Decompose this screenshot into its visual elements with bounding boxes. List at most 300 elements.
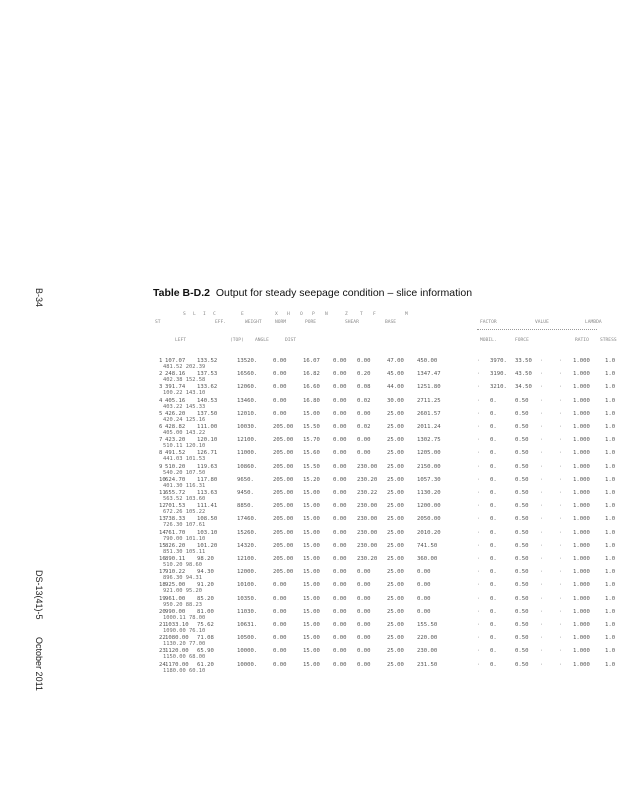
header-label: LAMBDA [585, 320, 602, 325]
cell-i: 2601.57 [417, 410, 441, 417]
table-row [155, 582, 618, 596]
table-row [155, 635, 618, 649]
table-row [155, 398, 618, 412]
cell-id: 23 [159, 648, 166, 655]
table-row [155, 384, 618, 398]
separator-dot: · [559, 622, 563, 628]
cell-b: 94.30 [197, 569, 214, 576]
cell-g: 0.00 [357, 595, 371, 602]
cell-i: 2011.24 [417, 424, 441, 430]
separator-dot: · [559, 542, 563, 549]
header-letter: E [241, 312, 244, 317]
cell-c: 11000. [237, 450, 258, 457]
cell-coordinates: 510.11 120.10 [163, 443, 206, 450]
separator-dot: · [477, 424, 481, 430]
header-label: SHEAR [345, 320, 359, 325]
cell-a: 428.82 [165, 424, 186, 430]
cell-e: 15.50 [303, 463, 320, 470]
separator-dot: · [559, 503, 563, 510]
cell-m: 1.000 [573, 371, 590, 378]
cell-c: 10000. [237, 648, 258, 655]
cell-c: 8850. [237, 503, 254, 510]
cell-m: 1.000 [573, 516, 590, 523]
cell-d: 0.00 [273, 595, 287, 602]
cell-h: 25.00 [387, 424, 404, 430]
cell-n: 1.0 [605, 542, 616, 549]
cell-k: 0.50 [515, 648, 529, 655]
cell-a: 1033.10 [165, 622, 189, 628]
cell-i: 1205.00 [417, 450, 441, 457]
cell-j: 0. [490, 608, 497, 615]
cell-h: 25.00 [387, 635, 404, 642]
cell-id: 5 [159, 410, 163, 417]
cell-m: 1.000 [573, 437, 590, 444]
cell-h: 25.00 [387, 542, 404, 549]
cell-j: 0. [490, 490, 497, 496]
cell-n: 1.0 [605, 608, 616, 615]
cell-c: 9450. [237, 490, 254, 496]
cell-id: 24 [159, 661, 166, 668]
cell-id: 1 [159, 358, 163, 364]
separator-dot: · [477, 503, 481, 510]
cell-b: 101.20 [197, 542, 218, 549]
cell-f: 0.00 [333, 516, 347, 523]
cell-e: 15.00 [303, 608, 320, 615]
cell-h: 25.00 [387, 556, 404, 562]
cell-n: 1.0 [605, 516, 616, 523]
table-row [155, 450, 618, 464]
cell-k: 33.50 [515, 358, 532, 364]
cell-j: 0. [490, 476, 497, 483]
cell-k: 0.50 [515, 529, 529, 536]
cell-coordinates: 405.00 143.22 [163, 430, 206, 436]
cell-e: 15.00 [303, 635, 320, 642]
cell-h: 25.00 [387, 490, 404, 496]
cell-n: 1.0 [605, 503, 616, 510]
cell-a: 491.52 [165, 450, 186, 457]
table-title: Output for steady seepage condition – slice information [215, 287, 473, 299]
separator-dot: · [540, 556, 544, 562]
separator-dot: · [540, 410, 544, 417]
cell-k: 0.50 [515, 622, 529, 628]
cell-n: 1.0 [605, 397, 616, 404]
separator-dot: · [477, 569, 481, 576]
cell-i: 1057.30 [417, 476, 441, 483]
cell-i: 1200.00 [417, 503, 441, 510]
cell-g: 230.20 [357, 556, 378, 562]
cell-coordinates: 790.00 101.10 [163, 535, 206, 542]
cell-c: 12100. [237, 556, 258, 562]
cell-g: 0.00 [357, 622, 371, 628]
header-label: NORM [275, 320, 287, 325]
cell-a: 826.20 [165, 542, 186, 549]
header-label: VALUE [535, 320, 549, 325]
cell-n: 1.0 [605, 661, 616, 668]
cell-n: 1.0 [605, 648, 616, 655]
cell-d: 0.00 [273, 371, 287, 378]
cell-k: 0.50 [515, 450, 529, 457]
cell-a: 510.20 [165, 463, 186, 470]
cell-m: 1.000 [573, 556, 590, 562]
cell-j: 3970. [490, 358, 507, 364]
separator-dot: · [477, 582, 481, 589]
cell-j: 0. [490, 463, 497, 470]
cell-a: 925.00 [165, 582, 186, 589]
cell-h: 25.00 [387, 582, 404, 589]
cell-id: 19 [159, 595, 166, 602]
cell-d: 205.00 [273, 542, 294, 549]
cell-f: 0.00 [333, 490, 347, 496]
separator-dot: · [559, 595, 563, 602]
cell-a: 107.07 [165, 358, 186, 364]
cell-d: 205.00 [273, 516, 294, 523]
cell-b: 85.20 [197, 595, 214, 602]
cell-m: 1.000 [573, 384, 590, 391]
separator-dot: · [477, 595, 481, 602]
header-letter: X [275, 312, 278, 317]
cell-g: 0.00 [357, 410, 371, 417]
cell-b: 75.62 [197, 622, 214, 628]
table-row [155, 530, 618, 544]
header-label: PORE [305, 320, 317, 325]
cell-id: 12 [159, 503, 166, 510]
cell-g: 230.00 [357, 503, 378, 510]
header-label: BASE [385, 320, 397, 325]
cell-j: 0. [490, 437, 497, 444]
header-letter: H [287, 312, 290, 317]
cell-c: 17460. [237, 516, 258, 523]
cell-g: 0.02 [357, 397, 371, 404]
cell-k: 0.50 [515, 582, 529, 589]
separator-dot: · [559, 450, 563, 457]
separator-dot: · [477, 622, 481, 628]
cell-id: 10 [159, 476, 166, 483]
cell-h: 30.00 [387, 397, 404, 404]
cell-id: 7 [159, 437, 163, 444]
cell-i: 2711.25 [417, 397, 441, 404]
separator-dot: · [477, 358, 481, 364]
cell-a: 738.33 [165, 516, 186, 523]
cell-f: 0.00 [333, 569, 347, 576]
cell-b: 120.10 [197, 437, 218, 444]
separator-dot: · [540, 503, 544, 510]
cell-id: 15 [159, 542, 166, 549]
cell-i: 0.00 [417, 569, 431, 576]
cell-m: 1.000 [573, 648, 590, 655]
cell-coordinates: 481.52 202.39 [163, 364, 206, 370]
cell-j: 0. [490, 569, 497, 576]
cell-d: 0.00 [273, 384, 287, 391]
header-label: ST [155, 320, 161, 325]
cell-k: 0.50 [515, 476, 529, 483]
cell-k: 0.50 [515, 595, 529, 602]
cell-a: 890.11 [165, 556, 186, 562]
separator-dot: · [559, 516, 563, 523]
cell-g: 230.00 [357, 529, 378, 536]
cell-a: 1120.00 [165, 648, 189, 655]
cell-g: 0.00 [357, 437, 371, 444]
cell-k: 43.50 [515, 371, 532, 378]
cell-f: 0.00 [333, 595, 347, 602]
cell-e: 15.00 [303, 410, 320, 417]
cell-e: 15.00 [303, 582, 320, 589]
separator-dot: · [559, 569, 563, 576]
cell-j: 0. [490, 410, 497, 417]
separator-dot: · [559, 648, 563, 655]
cell-f: 0.00 [333, 397, 347, 404]
cell-b: 113.63 [197, 490, 218, 496]
cell-m: 1.000 [573, 542, 590, 549]
cell-d: 0.00 [273, 608, 287, 615]
table-row [155, 490, 618, 504]
cell-d: 0.00 [273, 358, 287, 364]
cell-d: 205.00 [273, 463, 294, 470]
cell-id: 13 [159, 516, 166, 523]
header-letter: L [193, 312, 196, 317]
cell-j: 3210. [490, 384, 507, 391]
header-label: MOBIL. [480, 338, 497, 343]
cell-e: 16.07 [303, 358, 320, 364]
table-row [155, 596, 618, 610]
separator-dot: · [477, 661, 481, 668]
cell-i: 231.50 [417, 661, 438, 668]
cell-f: 0.00 [333, 542, 347, 549]
separator-dot: · [477, 529, 481, 536]
separator-dot: · [477, 516, 481, 523]
cell-g: 0.02 [357, 424, 371, 430]
cell-i: 2150.00 [417, 463, 441, 470]
cell-c: 14320. [237, 542, 258, 549]
cell-h: 25.00 [387, 661, 404, 668]
cell-i: 220.00 [417, 635, 438, 642]
cell-b: 140.53 [197, 397, 218, 404]
cell-h: 25.00 [387, 450, 404, 457]
cell-f: 0.00 [333, 384, 347, 391]
cell-k: 0.50 [515, 556, 529, 562]
cell-a: 655.72 [165, 490, 186, 496]
cell-f: 0.00 [333, 437, 347, 444]
cell-j: 0. [490, 582, 497, 589]
cell-k: 0.50 [515, 424, 529, 430]
cell-coordinates: 420.24 125.16 [163, 416, 206, 423]
header-label: (TOP) [230, 338, 244, 343]
cell-g: 230.00 [357, 516, 378, 523]
cell-n: 1.0 [605, 410, 616, 417]
cell-e: 15.00 [303, 516, 320, 523]
cell-n: 1.0 [605, 450, 616, 457]
cell-coordinates: 1180.00 60.10 [163, 667, 206, 674]
cell-d: 205.00 [273, 424, 294, 430]
cell-m: 1.000 [573, 358, 590, 364]
cell-a: 1170.00 [165, 661, 189, 668]
cell-j: 0. [490, 503, 497, 510]
cell-g: 230.00 [357, 463, 378, 470]
cell-g: 0.00 [357, 648, 371, 655]
cell-coordinates: 921.00 95.20 [163, 588, 202, 595]
separator-dot: · [477, 463, 481, 470]
separator-dot: · [540, 529, 544, 536]
header-label: RATIO [575, 338, 589, 343]
cell-id: 4 [159, 397, 163, 404]
cell-e: 16.80 [303, 397, 320, 404]
separator-dot: · [540, 595, 544, 602]
cell-id: 18 [159, 582, 166, 589]
cell-f: 0.00 [333, 371, 347, 378]
cell-id: 9 [159, 463, 163, 470]
cell-n: 1.0 [605, 437, 616, 444]
cell-id: 22 [159, 635, 166, 642]
cell-j: 0. [490, 622, 497, 628]
cell-j: 0. [490, 556, 497, 562]
cell-h: 25.00 [387, 410, 404, 417]
cell-a: 405.16 [165, 397, 186, 404]
cell-n: 1.0 [605, 358, 616, 364]
cell-k: 0.50 [515, 608, 529, 615]
separator-dot: · [559, 490, 563, 496]
cell-i: 0.00 [417, 608, 431, 615]
cell-d: 205.00 [273, 450, 294, 457]
cell-a: 248.16 [165, 371, 186, 378]
cell-m: 1.000 [573, 476, 590, 483]
cell-k: 0.50 [515, 542, 529, 549]
cell-g: 0.00 [357, 358, 371, 364]
cell-i: 0.00 [417, 582, 431, 589]
cell-k: 0.50 [515, 661, 529, 668]
cell-b: 133.62 [197, 384, 218, 391]
table-row [155, 358, 618, 372]
separator-dot: · [559, 371, 563, 378]
cell-c: 13460. [237, 397, 258, 404]
cell-d: 0.00 [273, 648, 287, 655]
cell-c: 12100. [237, 437, 258, 444]
cell-g: 0.00 [357, 450, 371, 457]
cell-coordinates: 563.52 103.60 [163, 496, 206, 502]
cell-h: 25.00 [387, 595, 404, 602]
cell-k: 0.50 [515, 397, 529, 404]
cell-m: 1.000 [573, 529, 590, 536]
cell-b: 111.00 [197, 424, 218, 430]
cell-m: 1.000 [573, 490, 590, 496]
cell-coordinates: 100.22 143.10 [163, 390, 206, 397]
cell-e: 15.00 [303, 622, 320, 628]
cell-f: 0.00 [333, 661, 347, 668]
cell-id: 6 [159, 424, 163, 430]
separator-dot: · [540, 437, 544, 444]
cell-i: 360.00 [417, 556, 438, 562]
separator-dot: · [477, 490, 481, 496]
cell-e: 15.00 [303, 503, 320, 510]
cell-a: 624.70 [165, 476, 186, 483]
cell-e: 15.00 [303, 648, 320, 655]
header-letter: O [300, 312, 303, 317]
cell-m: 1.000 [573, 410, 590, 417]
document-id: DS-13(41)-5 [34, 570, 44, 620]
cell-d: 205.00 [273, 490, 294, 496]
cell-f: 0.00 [333, 424, 347, 430]
cell-h: 25.00 [387, 648, 404, 655]
cell-m: 1.000 [573, 569, 590, 576]
cell-j: 0. [490, 529, 497, 536]
separator-dot: · [477, 608, 481, 615]
cell-i: 155.50 [417, 622, 438, 628]
separator-dot: · [540, 582, 544, 589]
cell-coordinates: 851.30 105.11 [163, 548, 206, 555]
cell-e: 15.00 [303, 542, 320, 549]
cell-a: 910.22 [165, 569, 186, 576]
cell-g: 0.00 [357, 661, 371, 668]
table-row [155, 516, 618, 530]
cell-b: 126.71 [197, 450, 218, 457]
cell-a: 990.00 [165, 608, 186, 615]
cell-j: 0. [490, 397, 497, 404]
cell-g: 0.20 [357, 371, 371, 378]
cell-coordinates: 401.30 116.31 [163, 482, 206, 489]
cell-d: 205.00 [273, 569, 294, 576]
cell-m: 1.000 [573, 622, 590, 628]
cell-c: 10860. [237, 463, 258, 470]
cell-j: 0. [490, 661, 497, 668]
separator-dot: · [559, 661, 563, 668]
separator-dot: · [477, 542, 481, 549]
separator-dot: · [477, 371, 481, 378]
table-row [155, 411, 618, 425]
cell-g: 0.00 [357, 582, 371, 589]
cell-i: 741.50 [417, 542, 438, 549]
cell-c: 12060. [237, 384, 258, 391]
cell-j: 0. [490, 635, 497, 642]
separator-dot: · [540, 397, 544, 404]
cell-n: 1.0 [605, 556, 616, 562]
cell-e: 15.00 [303, 529, 320, 536]
cell-a: 701.53 [165, 503, 186, 510]
cell-n: 1.0 [605, 490, 616, 496]
table-row [155, 503, 618, 517]
cell-d: 0.00 [273, 622, 287, 628]
table-row [155, 609, 618, 623]
cell-m: 1.000 [573, 595, 590, 602]
cell-n: 1.0 [605, 635, 616, 642]
separator-dot: · [477, 450, 481, 457]
cell-e: 15.00 [303, 556, 320, 562]
cell-e: 16.82 [303, 371, 320, 378]
table-row [155, 622, 618, 636]
header-label: FORCE [515, 338, 529, 343]
cell-n: 1.0 [605, 569, 616, 576]
cell-f: 0.00 [333, 476, 347, 483]
cell-b: 119.63 [197, 463, 218, 470]
cell-k: 0.50 [515, 437, 529, 444]
separator-dot: · [477, 410, 481, 417]
cell-id: 14 [159, 529, 166, 536]
cell-h: 25.00 [387, 463, 404, 470]
table-label: Table B-D.2 [153, 287, 210, 299]
cell-b: 117.80 [197, 476, 218, 483]
cell-b: 137.50 [197, 410, 218, 417]
cell-b: 81.00 [197, 608, 214, 615]
cell-j: 3190. [490, 371, 507, 378]
cell-k: 34.50 [515, 384, 532, 391]
cell-c: 16560. [237, 371, 258, 378]
cell-n: 1.0 [605, 595, 616, 602]
cell-b: 71.08 [197, 635, 214, 642]
separator-dot: · [540, 476, 544, 483]
cell-g: 230.00 [357, 542, 378, 549]
cell-d: 0.00 [273, 397, 287, 404]
cell-d: 205.00 [273, 529, 294, 536]
cell-g: 230.20 [357, 476, 378, 483]
cell-m: 1.000 [573, 582, 590, 589]
cell-k: 0.50 [515, 635, 529, 642]
